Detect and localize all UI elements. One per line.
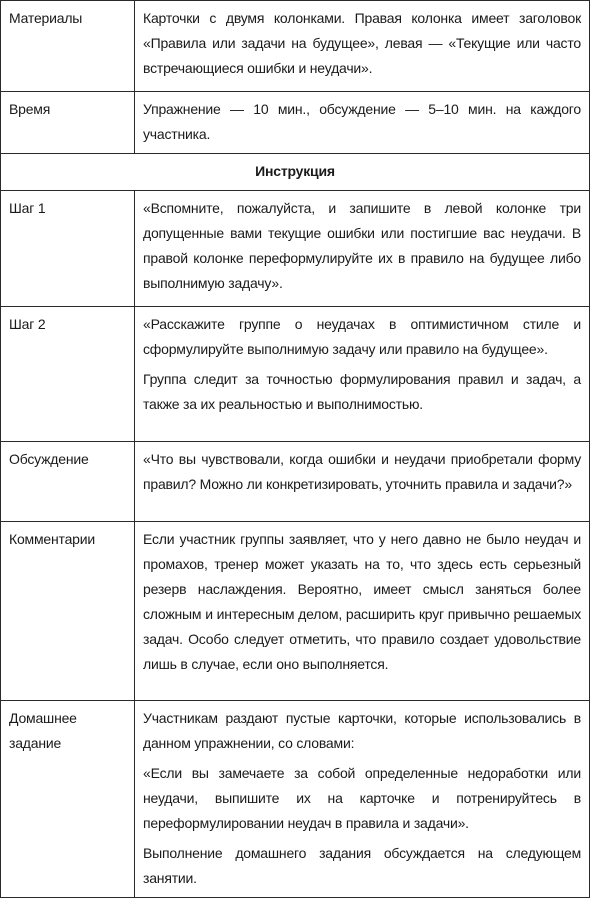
homework-paragraph-2: «Если вы замечаете за собой определенные недоработки или неудачи, выпишите их на карточке и потренируйтесь в переформулировании неудач в правила и задачи». xyxy=(143,765,581,831)
table-row-step2 xyxy=(1,307,590,442)
homework-paragraph-1: Участникам раздают пустые карточки, которые использовались в данном упражнении, со словами: xyxy=(143,710,581,751)
section-header-instruction: Инструкция xyxy=(1,154,590,191)
row-content-materials xyxy=(135,1,590,92)
discussion-text: «Что вы чувствовали, когда ошибки и неудачи приобретали форму правил? Можно ли конкретизировать, уточнить правила и задачи?» xyxy=(143,451,581,492)
step2-paragraph-2: Группа следит за точностью формулирования правил и задач, а также за их реальностью и выполнимостью. xyxy=(143,371,581,412)
row-content-homework xyxy=(135,701,590,898)
row-content-discussion xyxy=(135,442,590,522)
homework-paragraph-3: Выполнение домашнего задания обсуждается на следующем занятии. xyxy=(143,845,581,886)
table-row-discussion xyxy=(1,442,590,522)
row-content-comments xyxy=(135,522,590,701)
row-content-step1 xyxy=(135,191,590,307)
row-label-homework: Домашнее задание xyxy=(1,701,135,898)
time-text: Упражнение — 10 мин., обсуждение — 5–10 мин. на каждого участника. xyxy=(143,101,581,142)
table-row-comments xyxy=(1,522,590,701)
row-content-time xyxy=(135,92,590,154)
table-row-materials xyxy=(1,1,590,92)
table-row-homework xyxy=(1,701,590,898)
row-label-step1: Шаг 1 xyxy=(1,191,135,307)
row-label-step2: Шаг 2 xyxy=(1,307,135,442)
row-label-time: Время xyxy=(1,92,135,154)
table-row-step1 xyxy=(1,191,590,307)
row-label-materials: Материалы xyxy=(1,1,135,92)
row-label-comments: Комментарии xyxy=(1,522,135,701)
row-label-discussion: Обсуждение xyxy=(1,442,135,522)
step1-text: «Вспомните, пожалуйста, и запишите в левой колонке три допущенные вами текущие ошибки или постигшие вас неудачи. В правой колонке переформулируйте их в правило на будущее либо выполнимую задачу». xyxy=(143,200,581,291)
table-row-section-header xyxy=(1,154,590,191)
row-content-step2 xyxy=(135,307,590,442)
table-row-time xyxy=(1,92,590,154)
materials-text: Карточки с двумя колонками. Правая колонка имеет заголовок «Правила или задачи на будущее», левая — «Текущие или часто встречающиеся ошибки и неудачи». xyxy=(143,10,581,76)
comments-text: Если участник группы заявляет, что у него давно не было неудач и промахов, тренер может указать на то, что здесь есть серьезный резерв наслаждения. Вероятно, имеет смысл заняться более сложным и интересным делом, расширить круг привычно решаемых задач. Особо следует отметить, что правило создает удовольствие лишь в случае, если оно выполняется. xyxy=(143,531,581,672)
step2-paragraph-1: «Расскажите группе о неудачах в оптимистичном стиле и сформулируйте выполнимую задачу или правило на будущее». xyxy=(143,316,581,357)
